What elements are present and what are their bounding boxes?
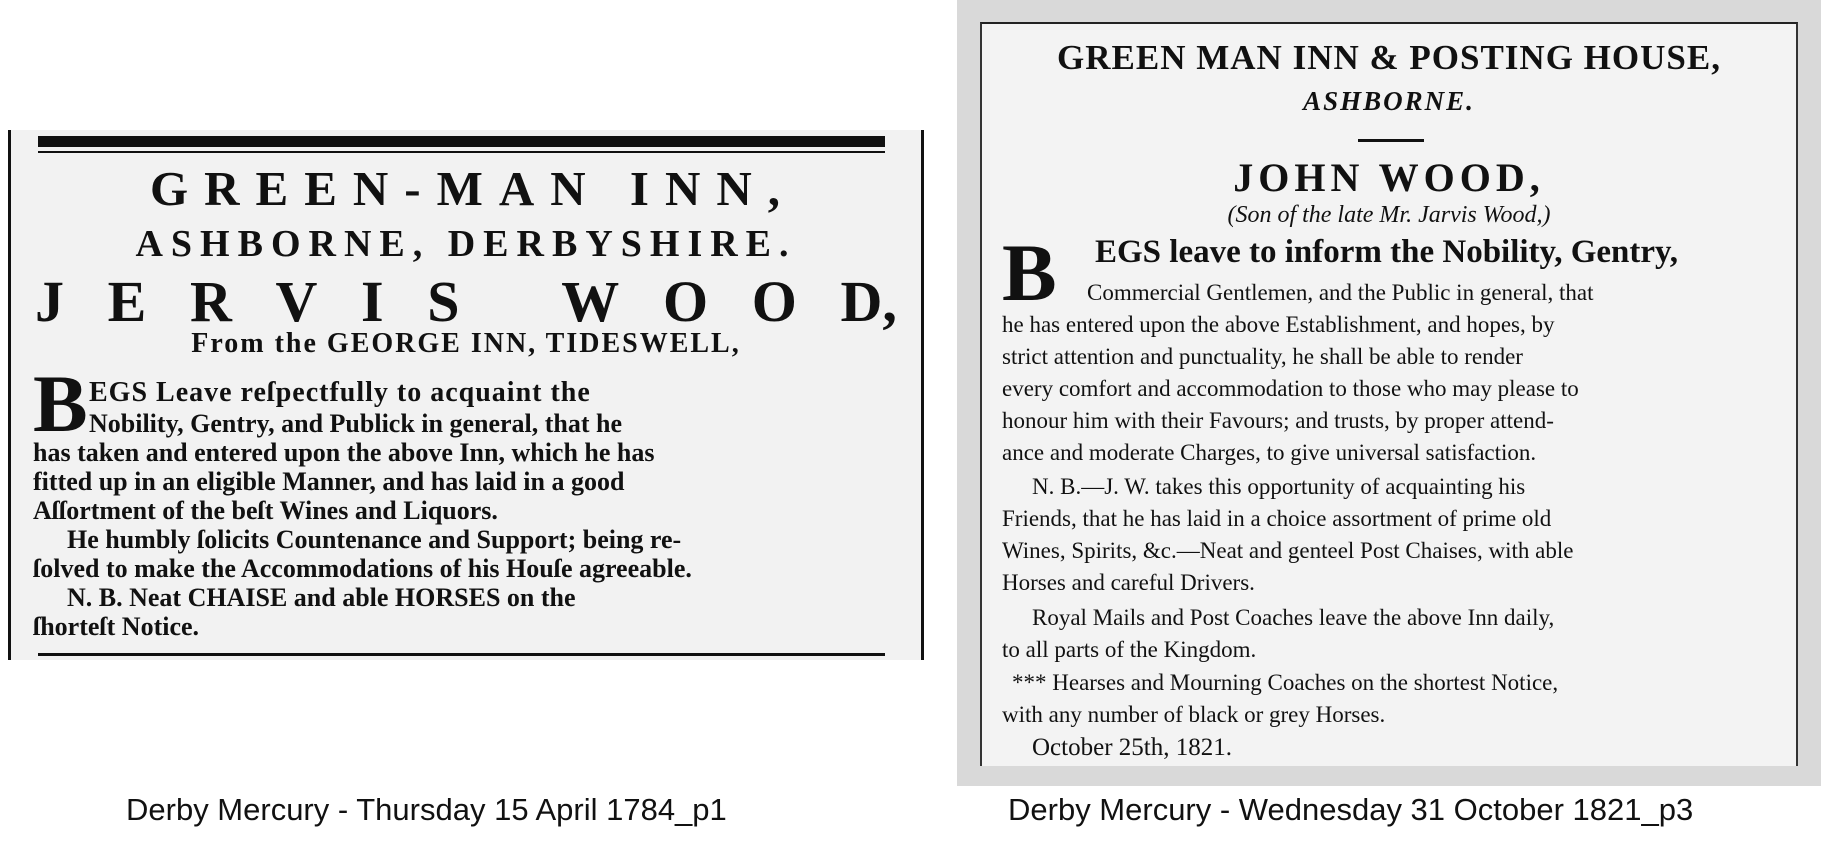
body-line: *** Hearses and Mourning Coaches on the shortest Notice, bbox=[1012, 670, 1559, 695]
clipping-title: GREEN-MAN INN, bbox=[150, 161, 796, 216]
body-line: N. B.—J. W. takes this opportunity of acquainting his bbox=[1032, 474, 1526, 499]
body-line: EGS Leave reſpectfully to acquaint the bbox=[89, 377, 591, 408]
name-letter: D, bbox=[840, 269, 897, 334]
name-letter: J bbox=[35, 269, 64, 334]
body-line: ſhorteſt Notice. bbox=[33, 612, 200, 641]
body-line: N. B. Neat CHAISE and able HORSES on the bbox=[67, 583, 576, 612]
name-letter: V bbox=[275, 269, 318, 334]
clipping-town: ASHBORNE. bbox=[1303, 86, 1475, 116]
body-line: fitted up in an eligible Manner, and has laid in a good bbox=[33, 467, 625, 496]
newspaper-clipping-1821 bbox=[980, 22, 1798, 766]
proprietor-name: JOHN WOOD, bbox=[1233, 155, 1545, 200]
clipping-subtitle: ASHBORNE, DERBYSHIRE. bbox=[135, 223, 797, 265]
name-letter: E bbox=[107, 269, 147, 334]
body-line: every comfort and accommodation to those who may please to bbox=[1002, 376, 1579, 401]
body-line: ſolved to make the Accommodations of his Houſe agreeable. bbox=[33, 554, 692, 583]
name-letter: S bbox=[427, 269, 460, 334]
drop-cap: B bbox=[33, 358, 88, 449]
from-line: From the GEORGE INN, TIDESWELL, bbox=[191, 328, 741, 359]
name-gap bbox=[503, 268, 518, 335]
top-rule-thick bbox=[38, 136, 885, 147]
body-line: Nobility, Gentry, and Publick in general, that he bbox=[89, 409, 623, 438]
body-line: he has entered upon the above Establishment, and hopes, by bbox=[1002, 312, 1555, 337]
body-line: to all parts of the Kingdom. bbox=[1002, 637, 1257, 662]
body-line: has taken and entered upon the above Inn, which he has bbox=[33, 438, 655, 467]
body-line: honour him with their Favours; and trusts, by proper attend- bbox=[1002, 408, 1554, 433]
body-line: He humbly ſolicits Countenance and Support; being re- bbox=[67, 525, 682, 554]
body-line: ance and moderate Charges, to give universal satisfaction. bbox=[1002, 440, 1537, 465]
body-line: Wines, Spirits, &c.—Neat and genteel Post Chaises, with able bbox=[1002, 538, 1574, 563]
caption-right: Derby Mercury - Wednesday 31 October 1821_p3 bbox=[1008, 792, 1694, 827]
body-line: strict attention and punctuality, he shall be able to render bbox=[1002, 344, 1523, 369]
proprietor-name bbox=[31, 268, 901, 335]
body-line: Aſſortment of the beſt Wines and Liquors. bbox=[33, 496, 498, 525]
name-letter: I bbox=[361, 269, 384, 334]
caption-left: Derby Mercury - Thursday 15 April 1784_p1 bbox=[126, 792, 727, 827]
body-line-first: EGS leave to inform the Nobility, Gentry, bbox=[1095, 234, 1678, 270]
body-line: Commercial Gentlemen, and the Public in general, that bbox=[1087, 280, 1594, 305]
proprietor-parentage: (Son of the late Mr. Jarvis Wood,) bbox=[1227, 202, 1551, 228]
body-line: with any number of black or grey Horses. bbox=[1002, 702, 1386, 727]
top-rule-thin bbox=[38, 151, 885, 153]
name-letter: O bbox=[662, 269, 709, 334]
bottom-rule bbox=[38, 653, 885, 656]
name-letter: W bbox=[561, 269, 620, 334]
name-letter: O bbox=[751, 269, 797, 334]
body-line: Friends, that he has laid in a choice assortment of prime old bbox=[1002, 506, 1552, 531]
clipping-title: GREEN MAN INN & POSTING HOUSE, bbox=[1057, 38, 1721, 77]
notice-date: October 25th, 1821. bbox=[1032, 734, 1232, 761]
newspaper-clipping-1784 bbox=[8, 130, 924, 660]
body-line: Horses and careful Drivers. bbox=[1002, 570, 1255, 595]
title-divider bbox=[1358, 139, 1424, 142]
name-letter: R bbox=[189, 269, 232, 334]
drop-cap: B bbox=[1002, 227, 1057, 318]
body-line: Royal Mails and Post Coaches leave the above Inn daily, bbox=[1032, 605, 1555, 630]
